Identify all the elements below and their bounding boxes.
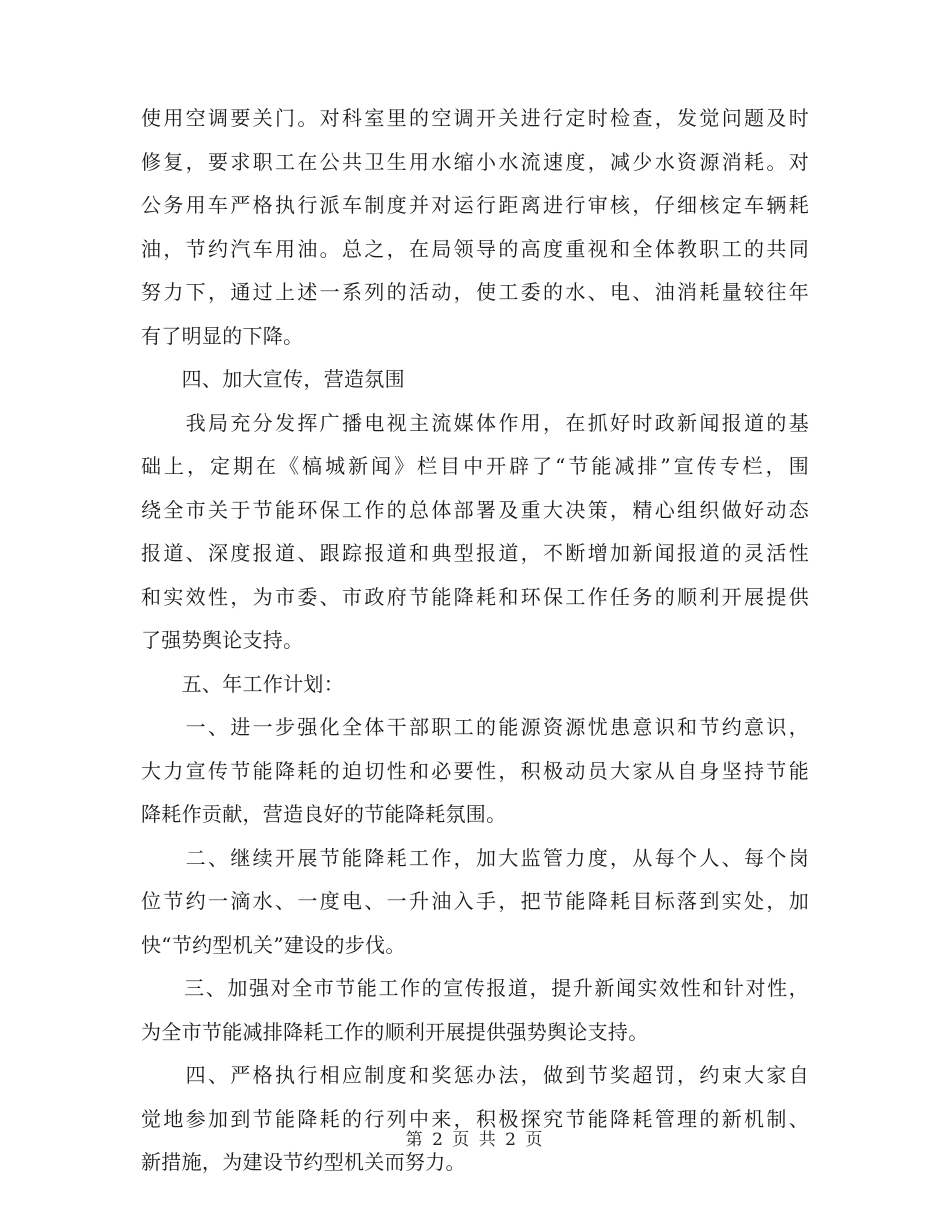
- text-line: 绕全市关于节能环保工作的总体部署及重大决策，精心组织做好动态: [141, 497, 809, 522]
- text-line: 降耗作贡献，营造良好的节能降耗氛围。: [141, 802, 507, 826]
- text-line: 大力宣传节能降耗的迫切性和必要性，积极动员大家从自身坚持节能: [141, 758, 809, 783]
- text-line: 有了明显的下降。: [141, 323, 304, 348]
- text-line: 修复，要求职工在公共卫生用水缩小水流速度，减少水资源消耗。对: [141, 149, 809, 174]
- page-number-label: 第 2 页 共 2 页: [405, 1130, 545, 1150]
- text-line: 我局充分发挥广播电视主流媒体作用，在抓好时政新闻报道的基: [141, 410, 809, 435]
- text-line: 和实效性，为市委、市政府节能降耗和环保工作任务的顺利开展提供: [141, 584, 809, 609]
- text-line: 三、加强对全市节能工作的宣传报道，提升新闻实效性和针对性，: [141, 976, 809, 1000]
- document-body: [141, 97, 809, 1185]
- text-line: 报道、深度报道、跟踪报道和典型报道，不断增加新闻报道的灵活性: [141, 541, 809, 565]
- text-line: 使用空调要关门。对科室里的空调开关进行定时检查，发觉问题及时: [141, 106, 809, 130]
- text-line: 公务用车严格执行派车制度并对运行距离进行审核，仔细核定车辆耗: [141, 193, 809, 217]
- text-line: 油，节约汽车用油。总之，在局领导的高度重视和全体教职工的共同: [141, 236, 809, 261]
- section-heading: 四、加大宣传，营造氛围: [141, 367, 405, 391]
- text-line: 一、进一步强化全体干部职工的能源资源忧患意识和节约意识，: [141, 715, 809, 739]
- text-line: 为全市节能减排降耗工作的顺利开展提供强势舆论支持。: [141, 1019, 649, 1044]
- text-line: 位节约一滴水、一度电、一升油入手，把节能降耗目标落到实处，加: [141, 889, 809, 913]
- text-line: 新措施，为建设节约型机关而努力。: [141, 1150, 466, 1174]
- page-footer: [0, 1125, 950, 1150]
- text-line: 四、严格执行相应制度和奖惩办法，做到节奖超罚，约束大家自: [141, 1063, 809, 1087]
- text-line: 觉地参加到节能降耗的行列中来，积极探究节能降耗管理的新机制、: [141, 1106, 809, 1131]
- text-line: 了强势舆论支持。: [141, 628, 304, 652]
- section-heading: 五、年工作计划：: [141, 671, 344, 696]
- text-line: 础上，定期在《槁城新闻》栏目中开辟了“节能减排”宣传专栏，围: [141, 454, 809, 478]
- text-line: 二、继续开展节能降耗工作，加大监管力度，从每个人、每个岗: [141, 845, 809, 870]
- text-line: 努力下，通过上述一系列的活动，使工委的水、电、油消耗量较往年: [141, 280, 809, 304]
- text-line: 快“节约型机关”建设的步伐。: [141, 932, 406, 957]
